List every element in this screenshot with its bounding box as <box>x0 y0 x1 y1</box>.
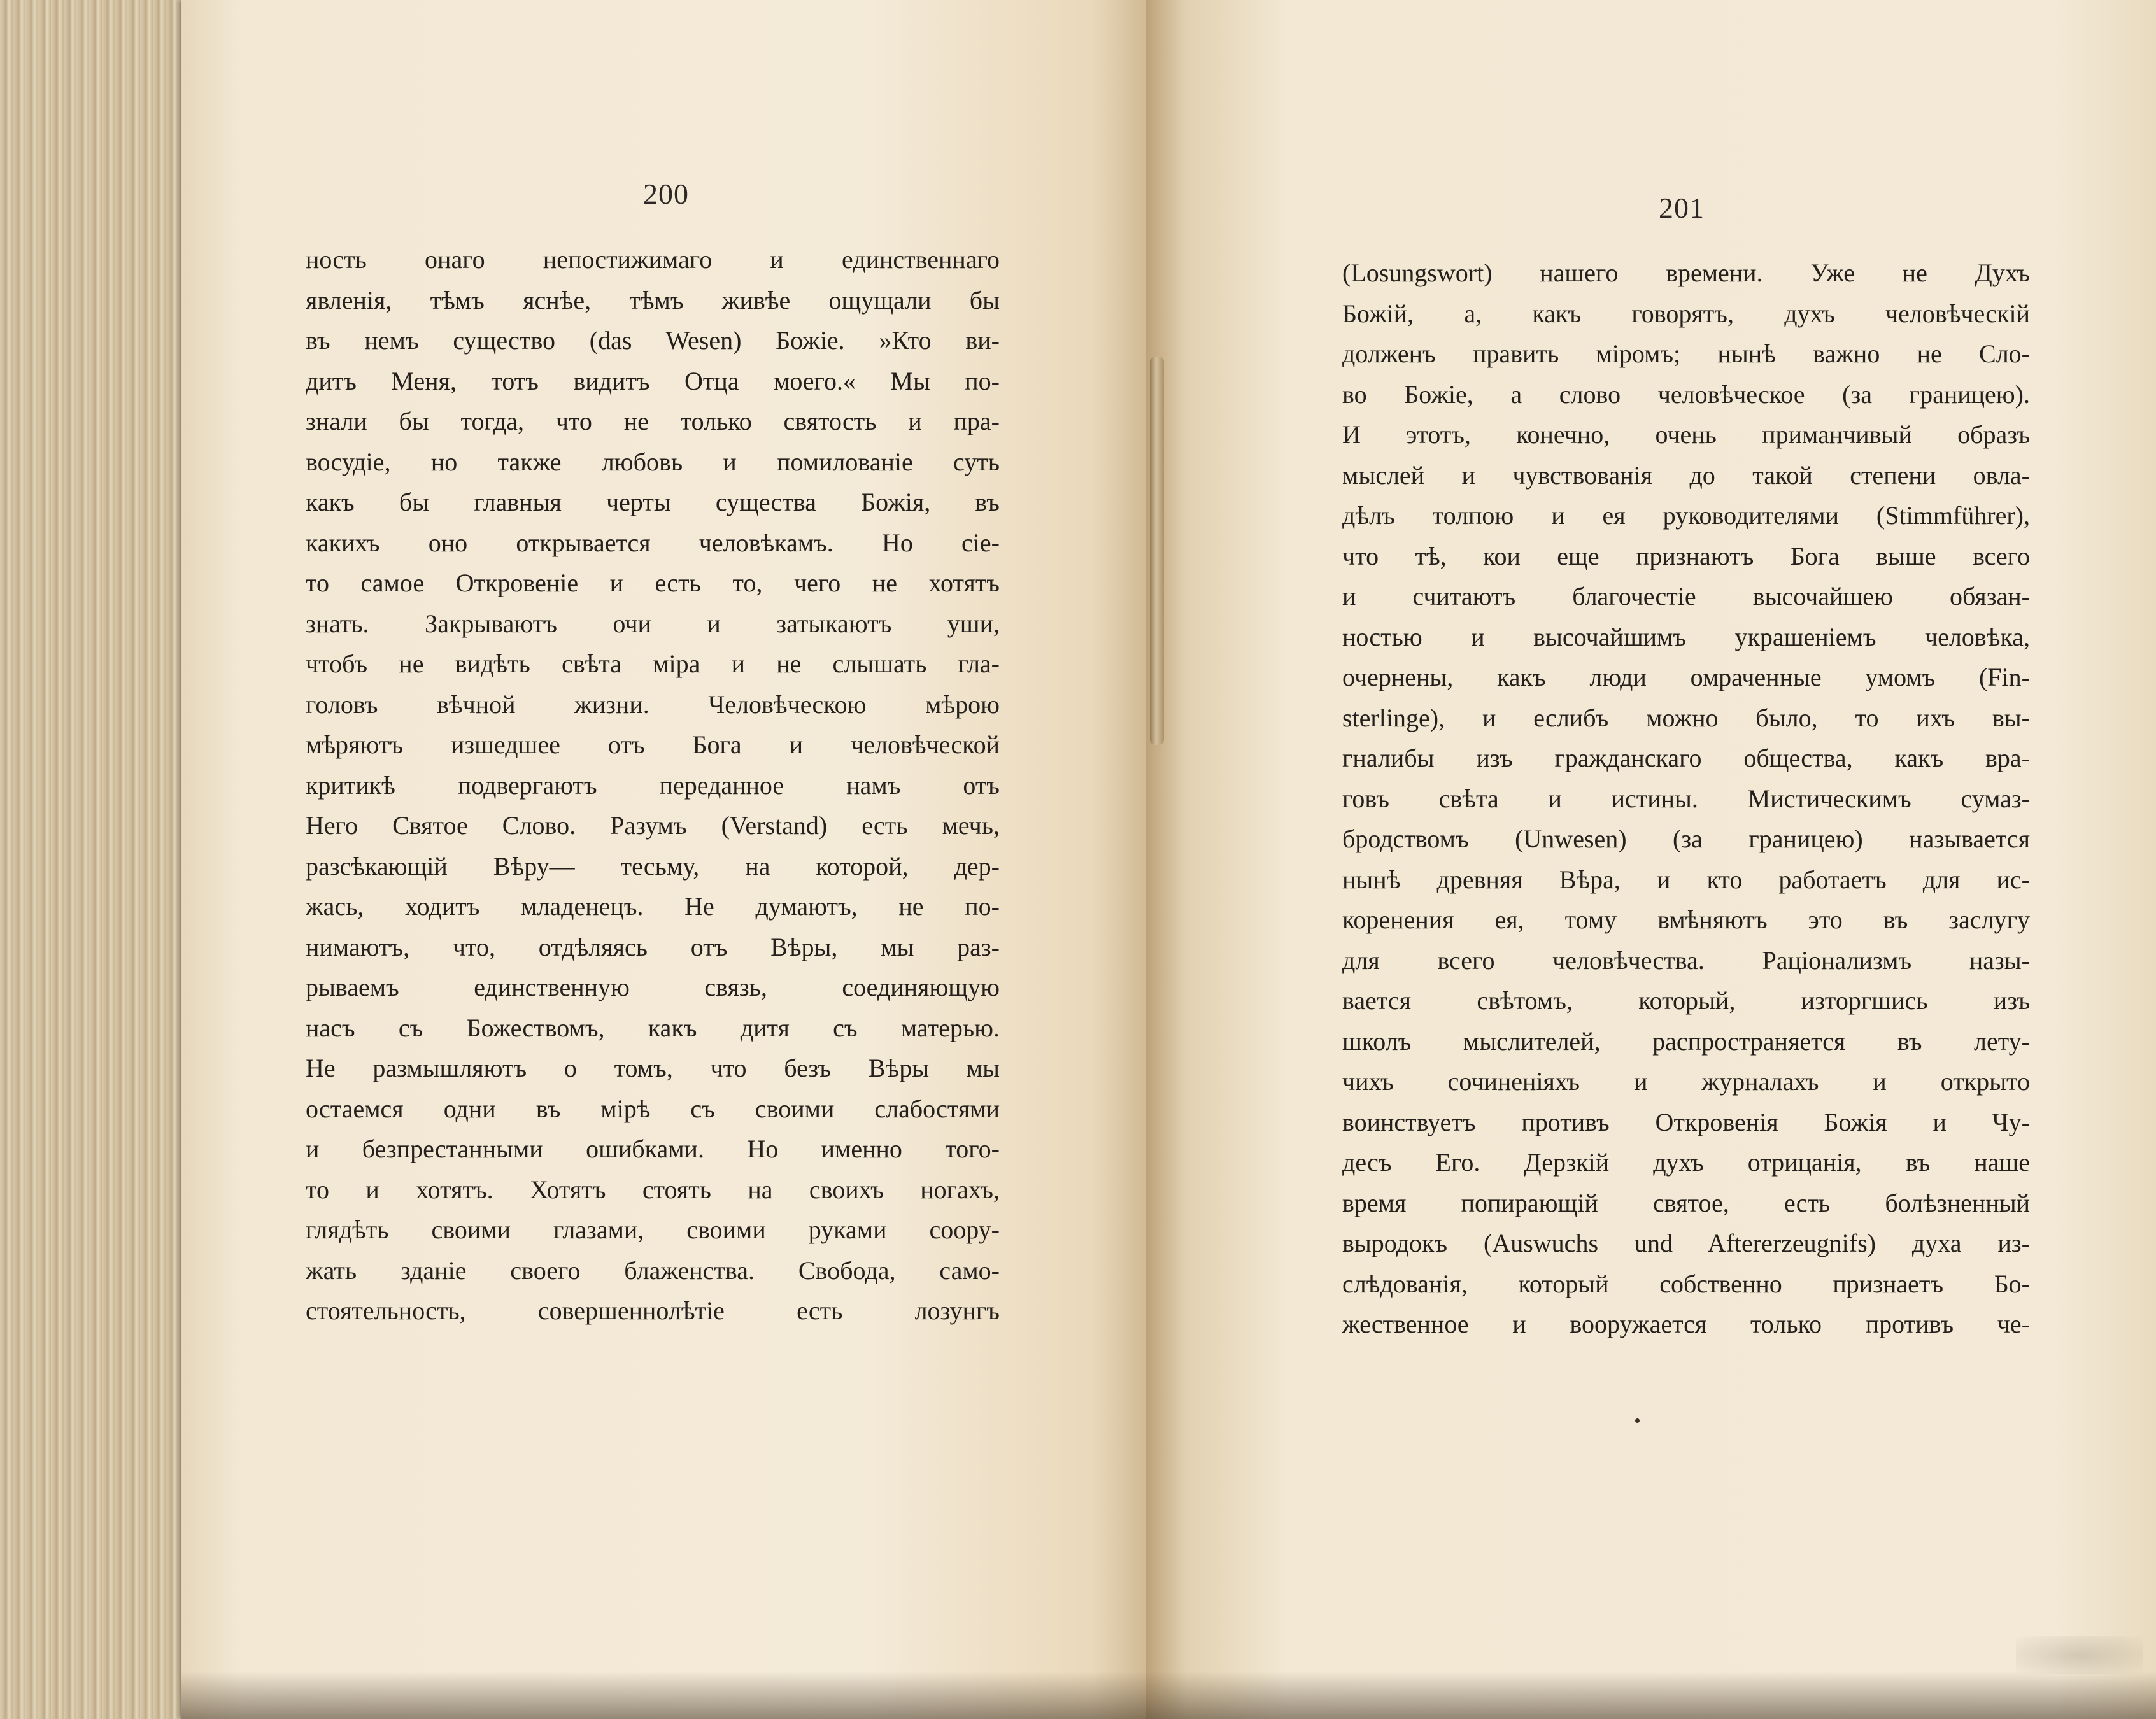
text-line: головъ вѣчной жизни. Человѣческою мѣрою <box>306 690 1000 719</box>
text-line: остаемся одни въ мірѣ съ своими слабостями <box>306 1094 1000 1123</box>
page-edges <box>0 0 191 1719</box>
text-line: нынѣ древняя Вѣра, и кто работаетъ для ис- <box>1342 865 2030 894</box>
text-line: школъ мыслителей, распространяется въ лету- <box>1342 1026 2030 1056</box>
text-line: коренения ея, тому вмѣняютъ это въ заслугу <box>1342 905 2030 934</box>
left-page-number: 200 <box>643 178 689 210</box>
bottom-shadow <box>181 1671 2156 1719</box>
text-line: то и хотятъ. Хотятъ стоять на своихъ ногахъ, <box>306 1175 1000 1204</box>
text-line: выродокъ (Auswuchs und Aftererzeugnifs) духа из- <box>1342 1229 2030 1257</box>
text-line: и считаютъ благочестіе высочайшею обязан- <box>1342 582 2030 611</box>
text-line: время попирающій святое, есть болѣзненный <box>1342 1188 2030 1217</box>
text-line: десъ Его. Дерзкій духъ отрицанія, въ наше <box>1342 1148 2030 1177</box>
text-line: что тѣ, кои еще признаютъ Бога выше всего <box>1342 541 2030 570</box>
text-line: жать зданіе своего блаженства. Свобода, само- <box>306 1256 1000 1285</box>
text-line: воинствуетъ противъ Откровенія Божія и Чу- <box>1342 1107 2030 1136</box>
text-line: чтобъ не видѣть свѣта міра и не слышать гла- <box>306 649 1000 678</box>
text-line: мыслей и чувствованія до такой степени овла- <box>1342 460 2030 490</box>
text-line: для всего человѣчества. Раціонализмъ назы- <box>1342 945 2030 975</box>
text-line: Не размышляютъ о томъ, что безъ Вѣры мы <box>306 1054 1000 1082</box>
book-gutter <box>1150 357 1164 745</box>
text-line: знать. Закрываютъ очи и затыкаютъ уши, <box>306 609 1000 638</box>
text-line: какихъ оно открывается человѣкамъ. Но сіе- <box>306 528 1000 557</box>
text-line: И этотъ, конечно, очень приманчивый образъ <box>1342 420 2030 449</box>
right-page-number: 201 <box>1659 192 1705 224</box>
text-line: ность онаго непостижимаго и единственнаго <box>306 245 1000 274</box>
text-line: бродствомъ (Unwesen) (за границею) называется <box>1342 824 2030 853</box>
text-line: мѣряютъ изшедшее отъ Бога и человѣческой <box>306 730 1000 759</box>
text-line: явленія, тѣмъ яснѣе, тѣмъ живѣе ощущали бы <box>306 285 1000 315</box>
text-line: стоятельность, совершеннолѣтіе есть лозунгъ <box>306 1296 1000 1325</box>
text-line: во Божіе, а слово человѣческое (за границею). <box>1342 379 2030 409</box>
text-line: ностью и высочайшимъ украшеніемъ человѣка, <box>1342 622 2030 651</box>
text-line: Него Святое Слово. Разумъ (Verstand) есть мечь, <box>306 811 1000 840</box>
left-page-text <box>306 239 1000 1331</box>
right-page-text <box>1342 253 2030 1345</box>
ink-dot <box>1635 1418 1640 1423</box>
text-line: глядѣть своими глазами, своими руками соору- <box>306 1215 1000 1244</box>
text-line: насъ съ Божествомъ, какъ дитя съ матерью. <box>306 1013 1000 1042</box>
text-line: нимаютъ, что, отдѣляясь отъ Вѣры, мы раз- <box>306 932 1000 961</box>
text-line: очернены, какъ люди омраченные умомъ (Fin- <box>1342 663 2030 691</box>
text-line: какъ бы главныя черты существа Божія, въ <box>306 488 1000 516</box>
text-line: дѣлъ толпою и ея руководителями (Stimmführer), <box>1342 501 2030 530</box>
text-line: (Losungswort) нашего времени. Уже не Духъ <box>1342 258 2030 287</box>
text-line: знали бы тогда, что не только святость и пра- <box>306 407 1000 435</box>
text-line: жась, ходитъ младенецъ. Не думаютъ, не по- <box>306 892 1000 921</box>
text-line: sterlinge), и еслибъ можно было, то ихъ вы- <box>1342 703 2030 732</box>
text-line: то самое Откровеніе и есть то, чего не хотятъ <box>306 569 1000 597</box>
text-line: критикѣ подвергаютъ переданное намъ отъ <box>306 770 1000 800</box>
text-line: жественное и вооружается только противъ че- <box>1342 1310 2030 1338</box>
text-line: въ немъ существо (das Wesen) Божіе. »Кто ви- <box>306 326 1000 355</box>
text-line: слѣдованія, который собственно признаетъ Бо- <box>1342 1269 2030 1298</box>
text-line: вается свѣтомъ, который, изторгшись изъ <box>1342 986 2030 1015</box>
text-line: чихъ сочиненіяхъ и журналахъ и открыто <box>1342 1067 2030 1096</box>
text-line: долженъ править міромъ; нынѣ важно не Сло- <box>1342 339 2030 368</box>
text-line: рываемъ единственную связь, соединяющую <box>306 973 1000 1001</box>
stain <box>2016 1636 2143 1674</box>
text-line: и безпрестанными ошибками. Но именно того- <box>306 1135 1000 1163</box>
text-line: говъ свѣта и истины. Мистическимъ сумаз- <box>1342 784 2030 813</box>
text-line: восудіе, но также любовь и помилованіе суть <box>306 447 1000 476</box>
text-line: Божій, а, какъ говорятъ, духъ человѣческій <box>1342 299 2030 328</box>
text-line: дитъ Меня, тотъ видитъ Отца моего.« Мы по- <box>306 366 1000 395</box>
text-line: гналибы изъ гражданскаго общества, какъ вра- <box>1342 744 2030 772</box>
text-line: разсѣкающій Вѣру— тесьму, на которой, дер- <box>306 851 1000 881</box>
